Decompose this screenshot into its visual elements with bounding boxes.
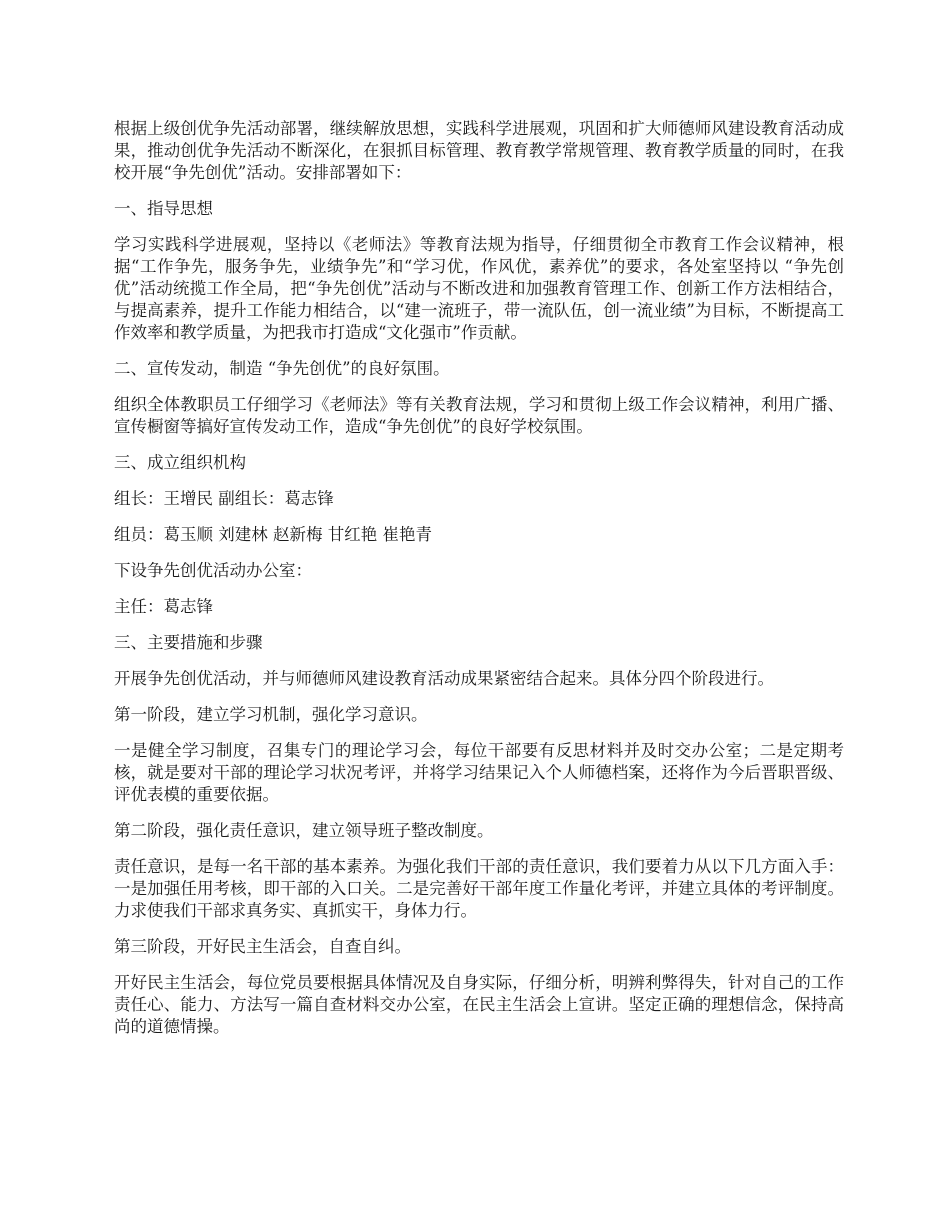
stage-two-heading: 第二阶段，强化责任意识，建立领导班子整改制度。 <box>114 821 494 840</box>
publicity-paragraph: 组织全体教职员工仔细学习《老师法》等有关教育法规，学习和贯彻上级工作会议精神，利用广播、宣传橱窗等搞好宣传发动工作，造成“争先创优”的良好学校氛围。 <box>114 395 844 436</box>
stage-one-paragraph: 一是健全学习制度，召集专门的理论学习会，每位干部要有反思材料并及时交办公室；二是定期考核，就是要对干部的理论学习状况考评，并将学习结果记入个人师德档案，还将作为今后晋职晋级、评优表模的重要依据。 <box>114 741 844 804</box>
intro-paragraph: 根据上级创优争先活动部署，继续解放思想，实践科学进展观，巩固和扩大师德师风建设教育活动成果，推动创优争先活动不断深化，在狠抓目标管理、教育教学常规管理、教育教学质量的同时，在我校开展“争先创优”活动。安排部署如下： <box>114 119 844 182</box>
office-director-line: 主任：葛志锋 <box>114 597 213 616</box>
stage-two-paragraph: 责任意识，是每一名干部的基本素养。为强化我们干部的责任意识，我们要着力从以下几方面入手：一是加强任用考核，即干部的入口关。二是完善好干部年度工作量化考评，并建立具体的考评制度。力求使我们干部求真务实、真抓实干，身体力行。 <box>114 857 844 920</box>
measures-intro-paragraph: 开展争先创优活动，并与师德师风建设教育活动成果紧密结合起来。具体分四个阶段进行。 <box>114 669 774 688</box>
stage-three-paragraph: 开好民主生活会，每位党员要根据具体情况及自身实际，仔细分析，明辨利弊得失，针对自己的工作责任心、能力、方法写一篇自查材料交办公室，在民主生活会上宣讲。坚定正确的理想信念，保持高尚的道德情操。 <box>114 973 844 1036</box>
group-members-line: 组员：葛玉顺 刘建林 赵新梅 甘红艳 崔艳青 <box>114 525 432 544</box>
document-body <box>114 118 844 1052</box>
office-line: 下设争先创优活动办公室： <box>114 561 312 580</box>
section-heading-organization: 三、成立组织机构 <box>114 453 246 472</box>
group-leader-line: 组长：王增民 副组长：葛志锋 <box>114 489 334 508</box>
stage-one-heading: 第一阶段，建立学习机制，强化学习意识。 <box>114 705 428 724</box>
section-heading-guiding-ideology: 一、指导思想 <box>114 199 213 218</box>
section-heading-publicity: 二、宣传发动，制造 “争先创优”的良好氛围。 <box>114 359 450 378</box>
section-heading-measures: 三、主要措施和步骤 <box>114 633 263 652</box>
guiding-ideology-paragraph: 学习实践科学进展观，坚持以《老师法》等教育法规为指导，仔细贯彻全市教育工作会议精神，根据“工作争先，服务争先，业绩争先”和“学习优，作风优，素养优”的要求，各处室坚持以 “争先创优”活动统揽工作全局，把“争先创优”活动与不断改进和加强教育管理工作、创新工作方法相结合，与提高素养，提升工作能力相结合，以“建一流班子，带一流队伍，创一流业绩”为目标，不断提高工作效率和教学质量，为把我市打造成“文化强市”作贡献。 <box>114 235 844 342</box>
stage-three-heading: 第三阶段，开好民主生活会，自查自纠。 <box>114 937 411 956</box>
